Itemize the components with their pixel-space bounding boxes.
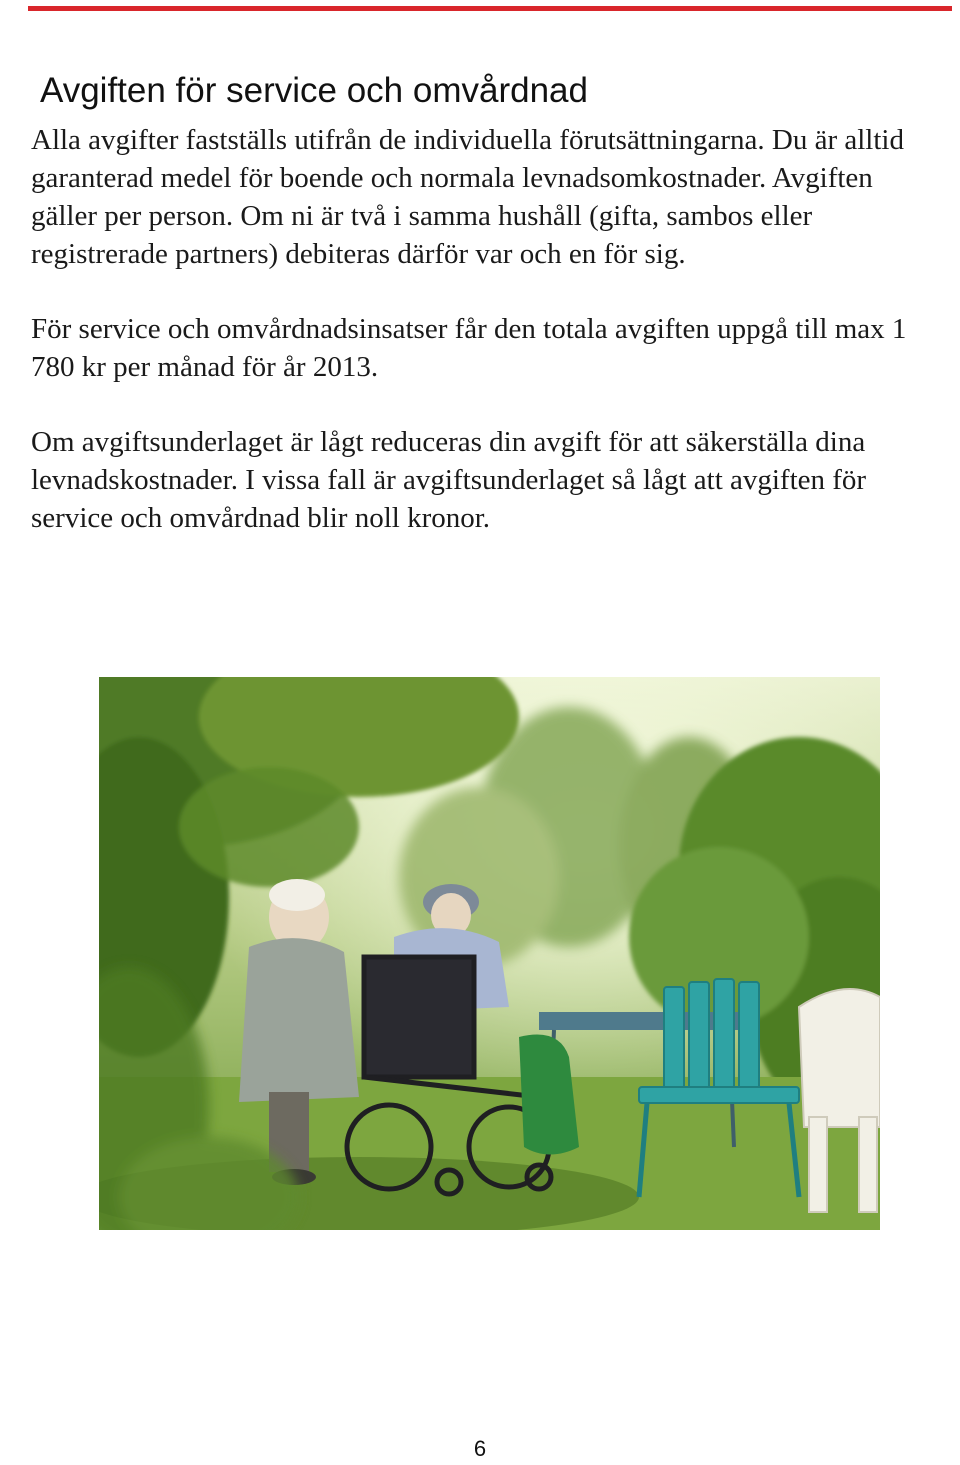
paragraph-fees-general: Alla avgifter fastställs utifrån de individuella förutsättningarna. Du är alltid garanterad medel för boende och normala levnadsomkostnader. Avgiften gäller per person. Om ni är två i samma hushåll (gifta, sambos eller registrerade partners) debiteras därför var och en för sig. [31,124,904,270]
paragraph-reduced-fee: Om avgiftsunderlaget är lågt reduceras din avgift för att säkerställa dina levnadskostnader. I vissa fall är avgiftsunderlaget så lågt att avgiften för service och omvårdnad blir noll kronor. [31,426,867,534]
garden-photo [99,677,880,1230]
section-title: Avgiften för service och omvårdnad [40,71,588,110]
top-accent-rule [28,6,952,11]
page-number: 6 [473,1436,487,1461]
paragraph-max-fee: För service och omvårdnadsinsatser får den totala avgiften uppgå till max 1 780 kr per månad för år 2013. [31,313,907,383]
